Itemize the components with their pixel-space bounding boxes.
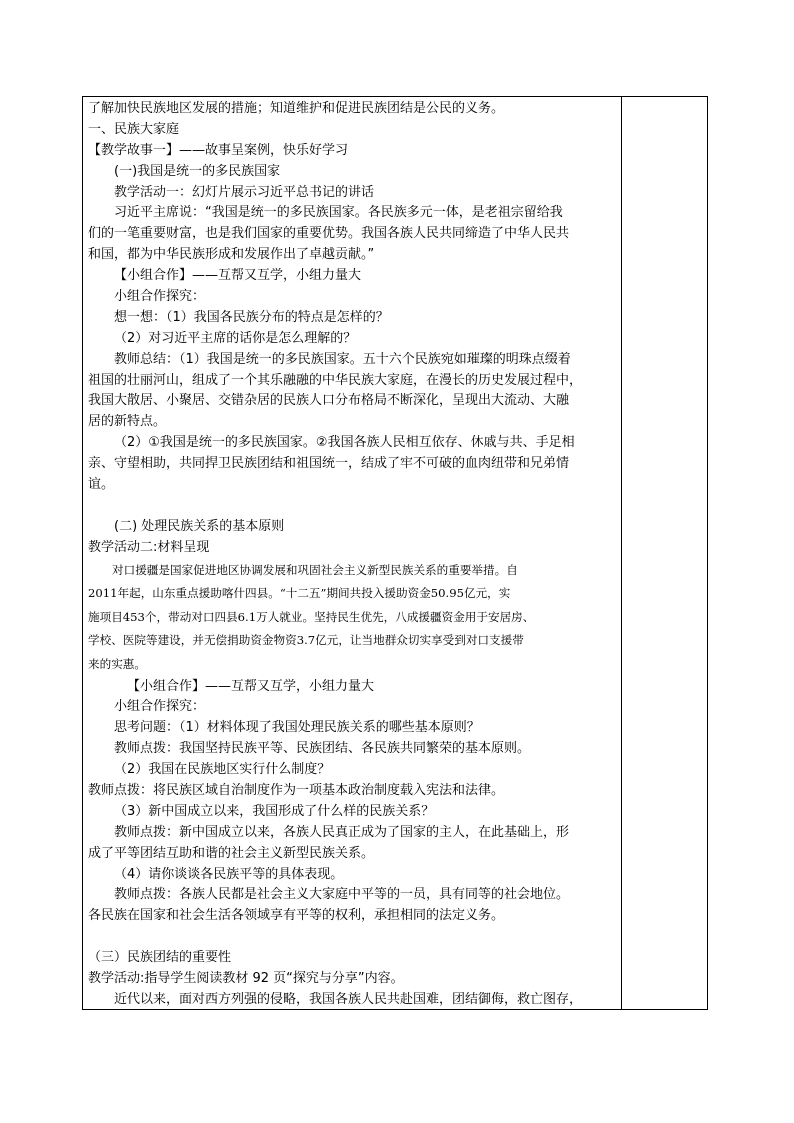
text-line: 习近平主席说：“我国是统一的多民族国家。各民族多元一体，是老祖宗留给我 (114, 205, 563, 221)
lesson-content (88, 99, 618, 1011)
subsection-heading: (二) 处理民族关系的基本原则 (114, 518, 285, 534)
text-line: 教师点拨：新中国成立以来，各族人民真正成为了国家的主人，在此基础上，形 (114, 824, 570, 840)
section-heading: 一、民族大家庭 (88, 121, 180, 137)
text-line: （2）①我国是统一的多民族国家。②我国各族人民相互依存、休戚与共、手足相 (114, 435, 575, 451)
text-line: 教师点拨：我国坚持民族平等、民族团结、各民族共同繁荣的基本原则。 (114, 741, 531, 757)
question-line: （2）我国在民族地区实行什么制度？ (114, 762, 331, 778)
text-line: 小组合作探究： (114, 699, 206, 715)
text-line: 各民族在国家和社会生活各领域享有平等的权利，承担相同的法定义务。 (88, 908, 505, 924)
text-line: 我国大散居、小聚居、交错杂居的民族人口分布格局不断深化，呈现出大流动、大融 (88, 393, 570, 409)
material-line: 来的实惠。 (88, 656, 146, 671)
subsection-heading: （三）民族团结的重要性 (88, 950, 232, 966)
text-line: 了解加快民族地区发展的措施；知道维护和促进民族团结是公民的义务。 (88, 101, 505, 116)
group-work-heading: 【小组合作】——互帮又互学，小组力量大 (127, 678, 375, 694)
text-line: 教师点拨：将民族区域自治制度作为一项基本政治制度载入宪法和法律。 (88, 783, 505, 799)
subsection-heading: (一)我国是统一的多民族国家 (114, 163, 281, 179)
material-line: 施项目453个，带动对口四县6.1万人就业。坚持民生优先，八成援疆资金用于安居房、 (88, 609, 535, 624)
material-line: 学校、医院等建设，并无偿捐助资金物资3.7亿元，让当地群众切实享受到对口支援带 (88, 633, 524, 648)
group-work-heading: 【小组合作】——互帮又互学，小组力量大 (114, 268, 362, 284)
blank-line (88, 927, 618, 948)
text-line: 近代以来，面对西方列强的侵略，我国各族人民共赴国难，团结御侮，救亡图存， (114, 991, 583, 1007)
question-line: 思考问题：（1）材料体现了我国处理民族关系的哪些基本原则？ (114, 720, 480, 736)
activity-heading: 【教学故事一】——故事呈案例，快乐好学习 (88, 142, 349, 158)
material-line: 对口援疆是国家促进地区协调发展和巩固社会主义新型民族关系的重要举措。自 (112, 562, 518, 577)
blank-line (88, 496, 618, 517)
text-line: 小组合作探究： (114, 289, 206, 305)
text-line: 祖国的壮丽河山，组成了一个其乐融融的中华民族大家庭，在漫长的历史发展过程中， (88, 372, 583, 388)
text-line: 成了平等团结互助和谐的社会主义新型民族关系。 (88, 845, 375, 861)
text-line: 和国，都为中华民族形成和发展作出了卓越贡献。” (88, 247, 375, 263)
question-line: （3）新中国成立以来，我国形成了什么样的民族关系？ (114, 803, 435, 819)
lesson-table-side-column (621, 96, 708, 1010)
text-line: 谊。 (88, 477, 115, 493)
text-line: 教师点拨：各族人民都是社会主义大家庭中平等的一员，具有同等的社会地位。 (114, 887, 570, 903)
question-line: 想一想：（1）我国各民族分布的特点是怎样的？ (114, 309, 389, 325)
text-line: 亲、守望相助，共同捍卫民族团结和祖国统一，结成了牢不可破的血肉纽带和兄弟情 (88, 456, 570, 472)
text-line: 教学活动二:材料呈现 (88, 539, 210, 555)
material-line: 2011年起，山东重点援助喀什四县。“十二五”期间共投入援助资金50.95亿元，实 (88, 586, 511, 601)
question-line: （4）请你谈谈各民族平等的具体表现。 (114, 866, 344, 882)
text-line: 教学活动一：幻灯片展示习近平总书记的讲话 (114, 184, 375, 200)
text-line: 居的新特点。 (88, 414, 167, 430)
question-line: （2）对习近平主席的话你是怎么理解的？ (114, 330, 357, 346)
text-line: 教学活动:指导学生阅读教材 92 页“探究与分享”内容。 (88, 971, 404, 987)
text-line: 教师总结：（1）我国是统一的多民族国家。五十六个民族宛如璀璨的明珠点缀着 (114, 351, 571, 367)
text-line: 们的一笔重要财富，也是我们国家的重要优势。我国各族人民共同缔造了中华人民共 (88, 226, 570, 242)
